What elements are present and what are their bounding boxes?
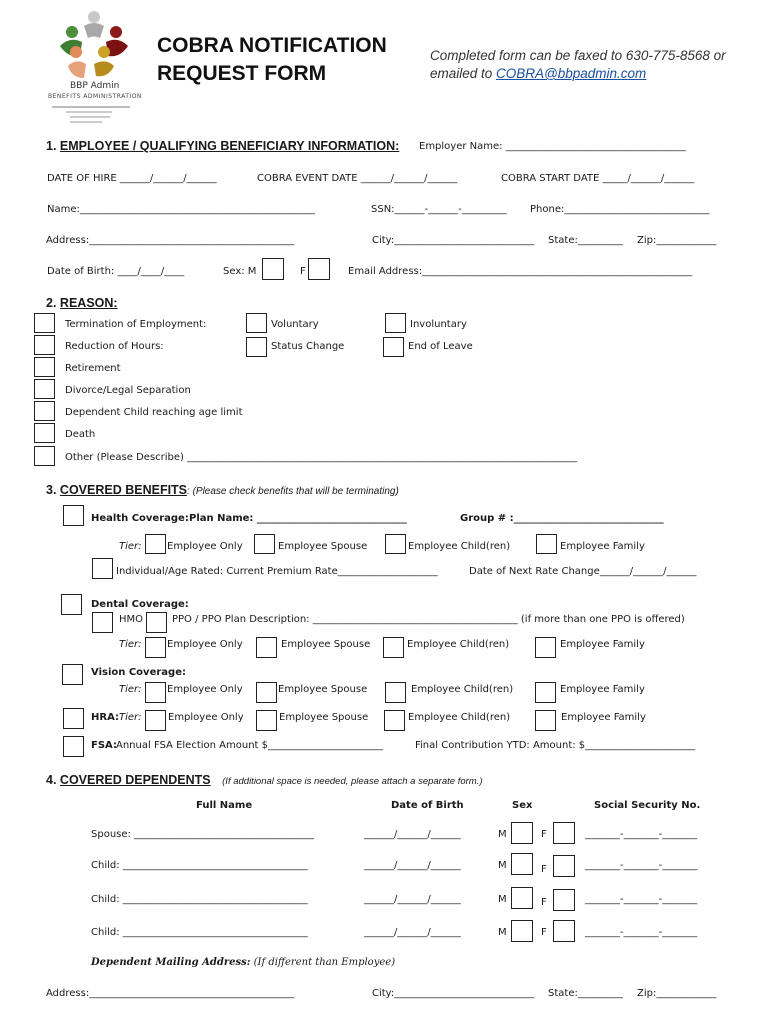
city-field[interactable]: City:____________________________	[372, 235, 535, 246]
state-field[interactable]: State:_________	[548, 235, 623, 246]
dependent-f-label: F	[541, 927, 547, 938]
health-coverage-label: Health Coverage:	[91, 513, 189, 524]
dental-coverage-label: Dental Coverage:	[91, 599, 189, 610]
address-field[interactable]: Address:_________________________________________	[46, 235, 295, 246]
dependent-address-field[interactable]: Address:_________________________________________	[46, 988, 295, 999]
hra-employee-only-label: Employee Only	[168, 712, 244, 723]
individual-rated-field[interactable]: Individual/Age Rated: Current Premium Rate____________________	[116, 566, 438, 577]
name-field[interactable]: Name:_______________________________________________	[47, 204, 315, 215]
final-contribution-field[interactable]: Final Contribution YTD: Amount: $______________________	[415, 740, 696, 751]
fsa-checkbox[interactable]	[63, 736, 84, 757]
dependent-ssn-field[interactable]: _______-_______-_______	[585, 894, 698, 905]
section-4-heading: 4. COVERED DEPENDENTS (If additional space is needed, please attach a separate form.)	[46, 773, 483, 787]
dependent-f-label: F	[541, 864, 547, 875]
dental-employee-only-label: Employee Only	[167, 639, 243, 650]
involuntary-checkbox[interactable]	[385, 313, 406, 333]
dependent-age-checkbox[interactable]	[34, 401, 55, 421]
company-logo	[48, 8, 143, 130]
col-date-of-birth: Date of Birth	[391, 800, 464, 811]
dependent-dob-field[interactable]: ______/______/______	[364, 860, 461, 871]
vision-tier-label: Tier:	[119, 684, 142, 695]
dependent-m-checkbox[interactable]	[511, 822, 533, 844]
sex-f-label: F	[300, 266, 306, 277]
dental-employee-family-label: Employee Family	[560, 639, 645, 650]
dependent-mailing-heading: Dependent Mailing Address: (If different than Employee)	[91, 957, 396, 968]
vision-employee-children-label: Employee Child(ren)	[411, 684, 514, 695]
retirement-label: Retirement	[65, 363, 121, 374]
sex-f-checkbox[interactable]	[308, 258, 330, 280]
vision-coverage-checkbox[interactable]	[62, 664, 83, 685]
dependent-state-field[interactable]: State:_________	[548, 988, 623, 999]
fax-line: Completed form can be faxed to 630-775-8568 or	[430, 48, 726, 63]
dependent-name-field[interactable]: Child: _____________________________________	[91, 894, 308, 905]
dental-employee-children-label: Employee Child(ren)	[407, 639, 510, 650]
dependent-name-field[interactable]: Spouse: ____________________________________	[91, 829, 315, 840]
zip-field[interactable]: Zip:____________	[637, 235, 717, 246]
sex-label: Sex: M	[223, 266, 257, 277]
retirement-checkbox[interactable]	[34, 357, 55, 377]
dependent-city-field[interactable]: City:____________________________	[372, 988, 535, 999]
dependent-ssn-field[interactable]: _______-_______-_______	[585, 829, 698, 840]
health-employee-only-label: Employee Only	[167, 541, 243, 552]
form-title	[157, 32, 387, 88]
dependent-name-field[interactable]: Child: _____________________________________	[91, 860, 308, 871]
group-number-field[interactable]: Group # :______________________________	[460, 513, 664, 524]
section-2-heading: 2. REASON:	[46, 296, 118, 310]
plan-name-field[interactable]: Plan Name: ______________________________	[189, 513, 407, 524]
ppo-field[interactable]: PPO / PPO Plan Description: _________________________________________ (if more than one PPO is offered)	[172, 614, 685, 625]
death-checkbox[interactable]	[34, 423, 55, 443]
end-of-leave-checkbox[interactable]	[383, 337, 404, 357]
hmo-checkbox[interactable]	[92, 612, 113, 633]
hmo-label: HMO	[119, 614, 144, 625]
logo-fine-print	[52, 103, 132, 126]
involuntary-label: Involuntary	[410, 319, 467, 330]
fsa-election-field[interactable]: Annual FSA Election Amount $_______________________	[116, 740, 383, 751]
dependent-ssn-field[interactable]: _______-_______-_______	[585, 860, 698, 871]
logo-name: BBP Admin	[70, 81, 120, 91]
health-employee-children-checkbox[interactable]	[385, 534, 406, 554]
status-change-label: Status Change	[271, 341, 345, 352]
ppo-checkbox[interactable]	[146, 612, 167, 633]
health-employee-spouse-label: Employee Spouse	[278, 541, 368, 552]
dependent-dob-field[interactable]: ______/______/______	[364, 927, 461, 938]
email-address-field[interactable]: Email Address:______________________________________________________	[348, 266, 693, 277]
vision-coverage-label: Vision Coverage:	[91, 667, 186, 678]
other-field[interactable]: Other (Please Describe) ______________________________________________________________________________	[65, 452, 578, 463]
dependent-age-label: Dependent Child reaching age limit	[65, 407, 243, 418]
dependent-m-checkbox[interactable]	[511, 887, 533, 909]
health-employee-spouse-checkbox[interactable]	[254, 534, 275, 554]
dental-tier-label: Tier:	[119, 639, 142, 650]
dependent-f-checkbox[interactable]	[553, 855, 575, 877]
col-sex: Sex	[512, 800, 533, 811]
hra-employee-only-checkbox[interactable]	[145, 710, 166, 731]
title-line-2: REQUEST FORM	[157, 62, 327, 85]
divorce-label: Divorce/Legal Separation	[65, 385, 191, 396]
hra-employee-children-label: Employee Child(ren)	[408, 712, 511, 723]
health-employee-children-label: Employee Child(ren)	[408, 541, 511, 552]
health-employee-family-checkbox[interactable]	[536, 534, 557, 554]
dependent-m-label: M	[498, 829, 507, 840]
dental-employee-only-checkbox[interactable]	[145, 637, 166, 658]
death-label: Death	[65, 429, 96, 440]
fsa-label: FSA:	[91, 740, 117, 751]
dependent-m-label: M	[498, 894, 507, 905]
dental-employee-spouse-label: Employee Spouse	[281, 639, 371, 650]
fax-instructions	[430, 47, 726, 83]
termination-checkbox[interactable]	[34, 313, 55, 333]
status-change-checkbox[interactable]	[246, 337, 267, 357]
section-3-heading: 3. COVERED BENEFITS: (Please check benefits that will be terminating)	[46, 483, 399, 497]
dependent-name-field[interactable]: Child: _____________________________________	[91, 927, 308, 938]
end-of-leave-label: End of Leave	[408, 341, 473, 352]
hra-label: HRA:	[91, 712, 119, 723]
vision-employee-spouse-checkbox[interactable]	[256, 682, 277, 703]
voluntary-checkbox[interactable]	[246, 313, 267, 333]
dependent-f-label: F	[541, 897, 547, 908]
hra-employee-family-label: Employee Family	[561, 712, 646, 723]
dependent-zip-field[interactable]: Zip:____________	[637, 988, 717, 999]
logo-tagline: BENEFITS ADMINISTRATION	[48, 93, 142, 100]
section-1-heading: 1. EMPLOYEE / QUALIFYING BENEFICIARY INFORMATION:	[46, 139, 400, 153]
hra-employee-spouse-checkbox[interactable]	[256, 710, 277, 731]
health-coverage-checkbox[interactable]	[63, 505, 84, 526]
email-prefix: emailed to	[430, 66, 497, 81]
dental-employee-spouse-checkbox[interactable]	[256, 637, 277, 658]
health-employee-only-checkbox[interactable]	[145, 534, 166, 554]
reduction-checkbox[interactable]	[34, 335, 55, 355]
col-full-name: Full Name	[196, 800, 253, 811]
termination-label: Termination of Employment:	[65, 319, 207, 330]
vision-employee-family-checkbox[interactable]	[535, 682, 556, 703]
dental-employee-family-checkbox[interactable]	[535, 637, 556, 658]
employer-name-field[interactable]: Employer Name: ____________________________________	[419, 141, 686, 152]
divorce-checkbox[interactable]	[34, 379, 55, 399]
vision-employee-spouse-label: Employee Spouse	[278, 684, 368, 695]
hra-employee-spouse-label: Employee Spouse	[279, 712, 369, 723]
hra-employee-children-checkbox[interactable]	[384, 710, 405, 731]
other-checkbox[interactable]	[34, 446, 55, 466]
dental-employee-children-checkbox[interactable]	[383, 637, 404, 658]
dependent-m-checkbox[interactable]	[511, 853, 533, 875]
vision-employee-family-label: Employee Family	[560, 684, 645, 695]
hra-employee-family-checkbox[interactable]	[535, 710, 556, 731]
health-employee-family-label: Employee Family	[560, 541, 645, 552]
sex-m-checkbox[interactable]	[262, 258, 284, 280]
date-of-hire-field[interactable]: DATE OF HIRE ______/______/______	[47, 173, 217, 184]
vision-employee-only-label: Employee Only	[167, 684, 243, 695]
dependent-f-checkbox[interactable]	[553, 889, 575, 911]
cobra-event-date-field[interactable]: COBRA EVENT DATE ______/______/______	[257, 173, 458, 184]
dependent-dob-field[interactable]: ______/______/______	[364, 894, 461, 905]
dependent-m-label: M	[498, 860, 507, 871]
dental-coverage-checkbox[interactable]	[61, 594, 82, 615]
next-rate-change-field[interactable]: Date of Next Rate Change______/______/______	[469, 566, 697, 577]
cobra-start-date-field[interactable]: COBRA START DATE _____/______/______	[501, 173, 695, 184]
voluntary-label: Voluntary	[271, 319, 319, 330]
dependent-f-checkbox[interactable]	[553, 920, 575, 942]
hra-tier-label: Tier:	[119, 712, 142, 723]
vision-employee-children-checkbox[interactable]	[385, 682, 406, 703]
phone-field[interactable]: Phone:_____________________________	[530, 204, 710, 215]
vision-employee-only-checkbox[interactable]	[145, 682, 166, 703]
individual-rated-checkbox[interactable]	[92, 558, 113, 579]
title-line-1: COBRA NOTIFICATION	[157, 34, 387, 57]
dependent-dob-field[interactable]: ______/______/______	[364, 829, 461, 840]
dependent-m-checkbox[interactable]	[511, 920, 533, 942]
dependent-m-label: M	[498, 927, 507, 938]
ssn-field[interactable]: SSN:______-______-_________	[371, 204, 507, 215]
dependent-f-checkbox[interactable]	[553, 822, 575, 844]
logo-figures-icon	[54, 8, 134, 80]
health-tier-label: Tier:	[119, 541, 142, 552]
dependent-f-label: F	[541, 829, 547, 840]
col-ssn: Social Security No.	[594, 800, 701, 811]
dob-field[interactable]: Date of Birth: ____/____/____	[47, 266, 185, 277]
hra-checkbox[interactable]	[63, 708, 84, 729]
dependent-ssn-field[interactable]: _______-_______-_______	[585, 927, 698, 938]
email-link[interactable]: COBRA@bbpadmin.com	[496, 66, 647, 81]
reduction-label: Reduction of Hours:	[65, 341, 164, 352]
